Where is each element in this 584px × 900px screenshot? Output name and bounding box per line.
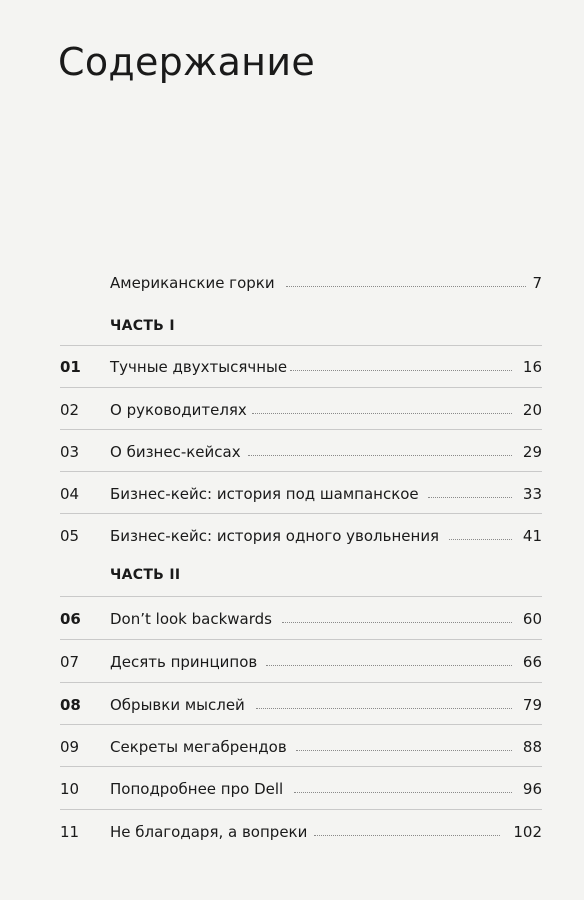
dot-leader (294, 792, 512, 793)
dot-leader (256, 708, 512, 709)
dot-leader (282, 622, 512, 623)
entry-label: Секреты мегабрендов (110, 738, 287, 756)
divider (60, 513, 542, 514)
entry-label: Поподробнее про Dell (110, 780, 284, 798)
dot-leader (428, 497, 512, 498)
toc-entry (0, 817, 584, 841)
toc-entry (0, 395, 584, 419)
toc-entry (0, 774, 584, 798)
part-heading-2: ЧАСТЬ II (110, 567, 181, 583)
chapter-number: 04 (60, 485, 80, 503)
toc-entry (0, 604, 584, 628)
entry-page: 79 (522, 696, 542, 714)
dot-leader (266, 665, 512, 666)
toc-entry (0, 437, 584, 461)
toc-entry-intro (0, 268, 584, 292)
entry-page: 66 (522, 653, 542, 671)
toc-entry (0, 479, 584, 503)
entry-label: Десять принципов (110, 653, 258, 671)
chapter-number: 08 (60, 696, 81, 714)
dot-leader (449, 539, 512, 540)
entry-label: Бизнес-кейс: история одного увольнения (110, 527, 440, 545)
divider (60, 387, 542, 388)
entry-page: 29 (522, 443, 542, 461)
divider (60, 724, 542, 725)
dot-leader (286, 286, 526, 287)
divider (60, 766, 542, 767)
entry-page: 102 (513, 823, 542, 841)
entry-page: 88 (522, 738, 542, 756)
toc-entry (0, 732, 584, 756)
entry-page: 41 (522, 527, 542, 545)
toc-entry (0, 690, 584, 714)
page-title: Содержание (58, 40, 315, 84)
entry-label: Бизнес-кейс: история под шампанское (110, 485, 419, 503)
toc-entry (0, 647, 584, 671)
chapter-number: 10 (60, 780, 80, 798)
entry-page: 16 (522, 358, 542, 376)
chapter-number: 01 (60, 358, 81, 376)
chapter-number: 11 (60, 823, 80, 841)
dot-leader (296, 750, 512, 751)
chapter-number: 07 (60, 653, 80, 671)
entry-label: Don’t look backwards (110, 610, 272, 628)
entry-label: Не благодаря, а вопреки (110, 823, 308, 841)
divider (60, 471, 542, 472)
toc-entry (0, 352, 584, 376)
divider (60, 682, 542, 683)
dot-leader (314, 835, 500, 836)
chapter-number: 09 (60, 738, 80, 756)
divider (60, 345, 542, 346)
divider (60, 639, 542, 640)
entry-label: О бизнес-кейсах (110, 443, 241, 461)
dot-leader (290, 370, 512, 371)
entry-page: 96 (522, 780, 542, 798)
dot-leader (252, 413, 512, 414)
chapter-number: 05 (60, 527, 80, 545)
entry-label: Тучные двухтысячные (110, 358, 288, 376)
divider (60, 596, 542, 597)
part-heading-1: ЧАСТЬ I (110, 318, 175, 334)
entry-label: О руководителях (110, 401, 247, 419)
entry-page: 60 (522, 610, 542, 628)
chapter-number: 06 (60, 610, 81, 628)
entry-label: Американские горки (110, 274, 275, 292)
entry-page: 20 (522, 401, 542, 419)
dot-leader (248, 455, 512, 456)
entry-label: Обрывки мыслей (110, 696, 245, 714)
entry-page: 7 (532, 274, 542, 292)
toc-entry (0, 521, 584, 545)
divider (60, 809, 542, 810)
entry-page: 33 (522, 485, 542, 503)
chapter-number: 03 (60, 443, 80, 461)
divider (60, 429, 542, 430)
chapter-number: 02 (60, 401, 80, 419)
